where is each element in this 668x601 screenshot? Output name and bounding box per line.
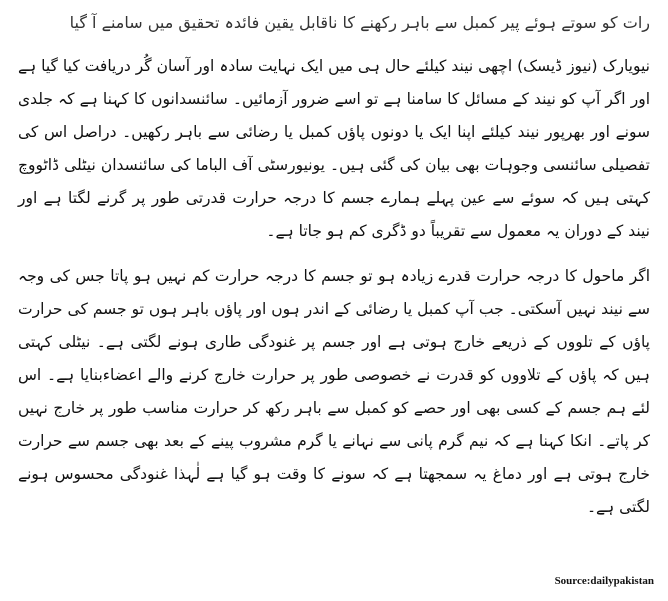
paragraph-2: اگر ماحول کا درجہ حرارت قدرے زیادہ ہو تو جسم کا درجہ حرارت کم نہیں ہو پاتا جس کی وجہ سے نیند نہیں آسکتی۔ جب آپ کمبل یا رضائی کے اندر ہوں اور پاﺅں باہر ہوں تو جسم کی حرارت پاﺅں کے تلووں کے ذریعے خارج ہوتی ہے اور جسم پر غنودگی طاری ہونے لگتی ہے۔ نیٹلی کہتی ہیں کہ پاﺅں کے تلاووں کو قدرت نے خصوصی طور پر حرارت خارج کرنے والے اعضاءبنایا ہے۔ اس لئے ہم جسم کے کسی بھی اور حصے کو کمبل سے باہر رکھ کر حرارت مناسب طور پر خارج نہیں کر پاتے۔ انکا کہنا ہے کہ نیم گرم پانی سے نہانے یا گرم مشروب پینے کے بعد بھی جسم سے حرارت خارج ہوتی ہے اور دماغ یہ سمجھتا ہے کہ سونے کا وقت ہو گیا ہے لٰہذا غنودگی محسوس ہونے لگتی ہے۔ — [18, 267, 650, 516]
source-credit: Source:dailypakistan — [554, 575, 654, 587]
article — [18, 10, 650, 536]
headline: رات کو سوتے ہوئے پیر کمبل سے باہر رکھنے کا ناقابل یقین فائدہ تحقیق میں سامنے آ گیا — [69, 13, 650, 32]
paragraph-1: نیویارک (نیوز ڈیسک) اچھی نیند کیلئے حال ہی میں ایک نہایت سادہ اور آسان گُر دریافت کیا گیا ہے اور اگر آپ کو نیند کے مسائل کا سامنا ہے تو اسے ضرور آزمائیں۔ سائنسدانوں کا کہنا ہے کہ جلدی سونے اور بھرپور نیند کیلئے اپنا ایک یا دونوں پاﺅں کمبل یا رضائی سے باہر رکھیں۔ دراصل اس کی تفصیلی سائنسی وجوہات بھی بیان کی گئی ہیں۔ یونیورسٹی آف الباما کی سائنسدان نیٹلی ڈاٹووچ کہتی ہیں کہ سوئے سے عین پہلے ہمارے جسم کا درجہ حرارت قدرتی طور پر گرنے لگتا ہے اور نیند کے دوران یہ معمول سے تقریباً دو ڈگری کم ہو جاتا ہے۔ — [18, 57, 650, 240]
